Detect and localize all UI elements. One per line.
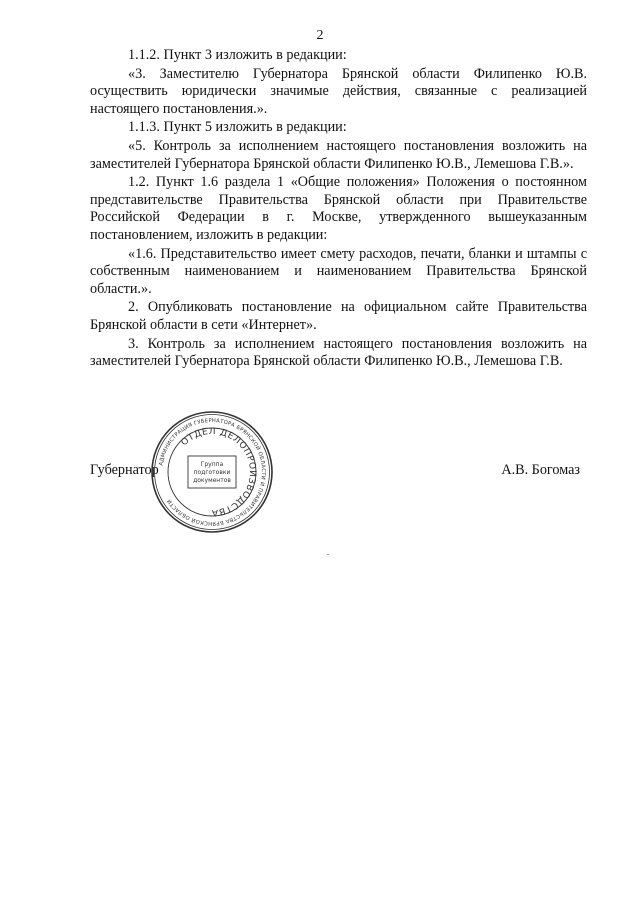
seal-center-line-3: документов xyxy=(193,477,231,484)
signer-title: Губернатор xyxy=(90,462,159,478)
paragraph-point-1-6-text: «1.6. Представительство имеет смету расходов, печати, бланки и штампы с собственным наименованием и наименованием Правительства Брянской области.». xyxy=(90,245,587,297)
official-seal-stamp xyxy=(150,410,274,534)
seal-arc-text: ОТДЕЛ ДЕЛОПРОИЗВОДСТВА xyxy=(179,426,258,518)
document-body xyxy=(90,47,587,372)
seal-ring-text: АДМИНИСТРАЦИЯ ГУБЕРНАТОРА БРЯНСКОЙ ОБЛАСТИ И ПРАВИТЕЛЬСТВА БРЯНСКОЙ ОБЛАСТИ xyxy=(158,417,267,527)
paragraph-1-1-3: 1.1.3. Пункт 5 изложить в редакции: xyxy=(128,119,347,136)
paragraph-1-2: 1.2. Пункт 1.6 раздела 1 «Общие положения» Положения о постоянном представительстве Правительства Брянской области при Правительстве Российской Федерации в г. Москве, утвержденного вышеуказанным постановлением, изложить в редакции: xyxy=(90,174,587,243)
signer-name: А.В. Богомаз xyxy=(501,462,580,478)
page-number: 2 xyxy=(316,28,324,43)
paragraph-point-5-text: «5. Контроль за исполнением настоящего постановления возложить на заместителей Губернатора Брянской области Филипенко Ю.В., Лемешова Г.В.». xyxy=(90,137,587,172)
paragraph-2: 2. Опубликовать постановление на официальном сайте Правительства Брянской области в сети «Интернет». xyxy=(90,299,587,333)
paragraph-point-3-text: «3. Заместителю Губернатора Брянской области Филипенко Ю.В. осуществить юридически значимые действия, связанные с реализацией настоящего постановления.». xyxy=(90,65,587,117)
paragraph-1-1-2: 1.1.2. Пункт 3 изложить в редакции: xyxy=(128,47,347,63)
scan-speck xyxy=(327,554,329,555)
seal-center-line-2: подготовки xyxy=(193,469,231,476)
seal-center-line-1: Группа xyxy=(200,461,224,468)
paragraph-3: 3. Контроль за исполнением настоящего постановления возложить на заместителей Губернатора Брянской области Филипенко Ю.В., Лемешова Г.В. xyxy=(90,335,587,370)
